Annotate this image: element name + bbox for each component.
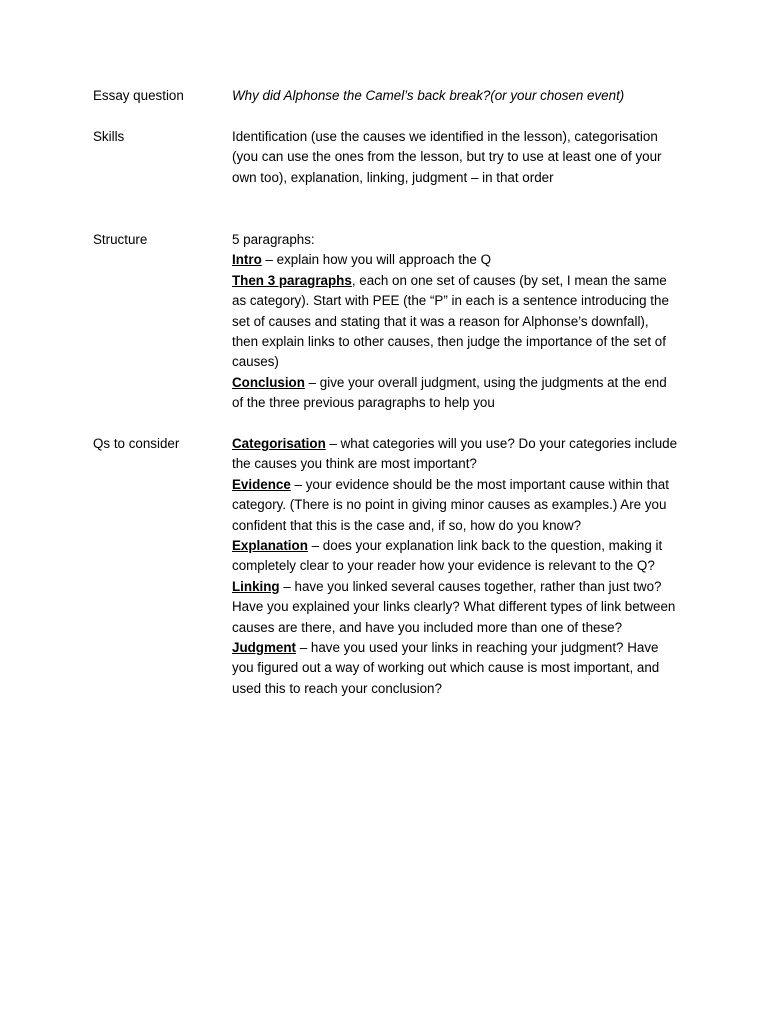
qs-term: Explanation bbox=[232, 538, 308, 554]
skills-label: Skills bbox=[93, 129, 125, 144]
structure-item-conclusion bbox=[232, 373, 678, 414]
qs-item-categorisation bbox=[232, 434, 678, 475]
qs-text: – what categories will you use? Do your categories include the causes you think are most important? bbox=[232, 436, 678, 472]
qs-text: – does your explanation link back to the question, making it completely clear to your reader how your evidence is relevant to the Q? bbox=[232, 538, 663, 574]
qs-text: – have you linked several causes together, rather than just two? Have you explained your links clearly? What different types of link between causes are there, and have you included more than one of these? bbox=[232, 578, 676, 635]
qs-item-linking bbox=[232, 577, 678, 638]
skills-text: Identification (use the causes we identified in the lesson), categorisation (you can use the ones from the lesson, but try to use at least one of your own too), explanation, linking, judgment – in that order bbox=[232, 129, 662, 185]
structure-text: , each on one set of causes (by set, I mean the same as category). Start with PEE (the “P” in each is a sentence introducing the set of causes and stating that it was a reason for Alphonse’s downfall), then explain links to other causes, then judge the importance of the set of causes) bbox=[232, 272, 669, 370]
qs-item-evidence bbox=[232, 475, 678, 536]
structure-label: Structure bbox=[93, 232, 148, 247]
qs-label: Qs to consider bbox=[93, 436, 180, 451]
qs-text: – have you used your links in reaching your judgment? Have you figured out a way of working out which cause is most important, and used this to reach your conclusion? bbox=[232, 640, 660, 696]
structure-item-paragraphs bbox=[232, 271, 678, 373]
structure-content bbox=[232, 230, 678, 414]
structure-text: – explain how you will approach the Q bbox=[261, 252, 492, 268]
structure-term: Then 3 paragraphs bbox=[232, 272, 352, 288]
qs-term: Categorisation bbox=[232, 436, 326, 451]
qs-item-judgment bbox=[232, 638, 678, 699]
structure-item-intro bbox=[232, 250, 678, 270]
qs-item-explanation bbox=[232, 536, 678, 577]
structure-heading: 5 paragraphs: bbox=[232, 232, 315, 247]
qs-text: – your evidence should be the most important cause within that category. (There is no point in giving minor causes as examples.) Are you confident that this is the case and, if so, how do you know? bbox=[232, 476, 669, 533]
structure-term: Intro bbox=[232, 252, 262, 268]
structure-text: – give your overall judgment, using the judgments at the end of the three previous paragraphs to help you bbox=[232, 374, 667, 411]
essay-question-label: Essay question bbox=[93, 88, 184, 103]
qs-content bbox=[232, 434, 678, 699]
structure-term: Conclusion bbox=[232, 374, 305, 390]
qs-term: Linking bbox=[232, 578, 280, 594]
qs-term: Evidence bbox=[232, 476, 291, 492]
qs-term: Judgment bbox=[232, 640, 296, 656]
essay-question-text: Why did Alphonse the Camel’s back break?(or your chosen event) bbox=[232, 88, 625, 103]
